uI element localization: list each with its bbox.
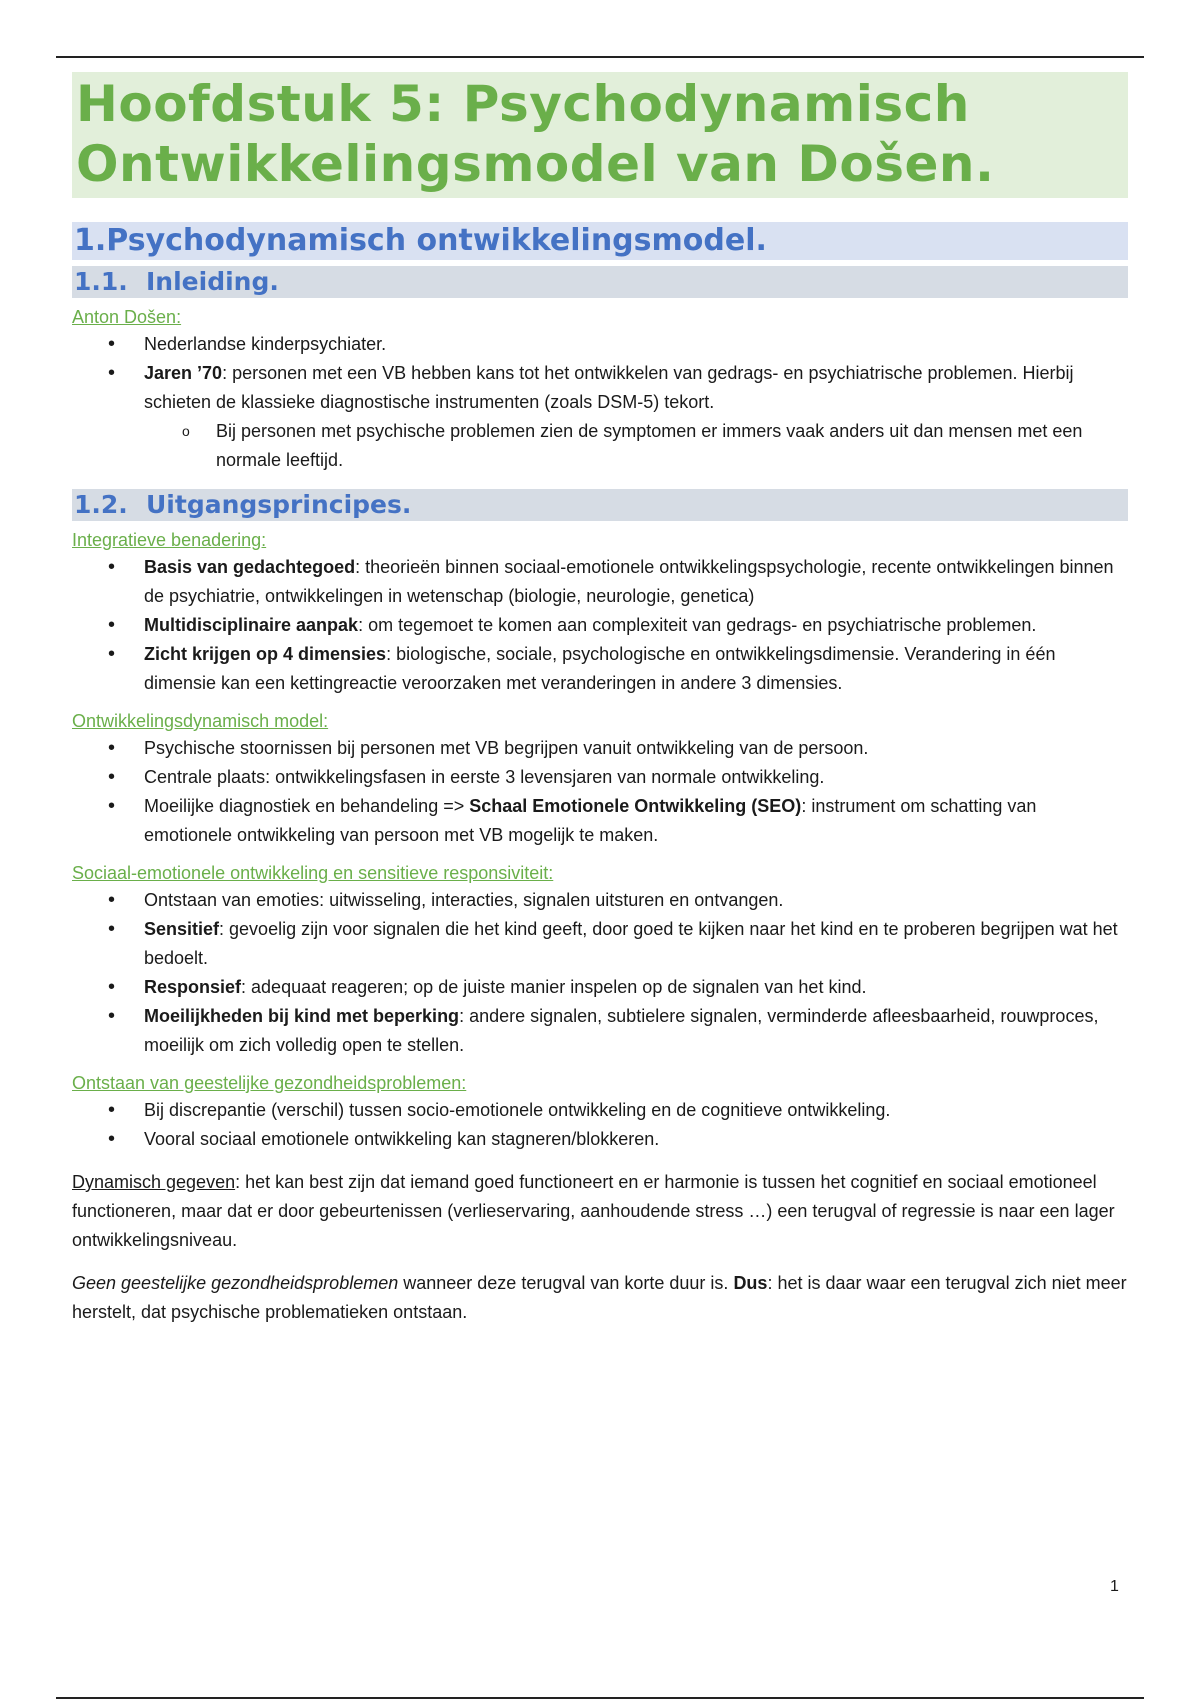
list-item — [216, 417, 1128, 475]
item-bold: Schaal Emotionele Ontwikkeling (SEO) — [469, 796, 802, 816]
sub-bullet-list — [144, 417, 1128, 475]
heading-number: 1.2. — [74, 490, 128, 519]
item-text: Bij discrepantie (verschil) tussen socio-emotionele ontwikkeling en de cognitieve ontwikkeling. — [144, 1100, 891, 1120]
top-rule — [56, 56, 1144, 58]
list-item — [144, 734, 1128, 763]
title-line-1: Hoofdstuk 5: Psychodynamisch — [76, 75, 970, 133]
list-item — [144, 330, 1128, 359]
item-bold: Sensitief — [144, 919, 220, 939]
item-bold: Zicht krijgen op 4 dimensies — [144, 644, 387, 664]
item-text: : instrument om schatting van emotionele ontwikkeling van persoon met VB mogelijk te maken. — [144, 796, 1037, 845]
item-text: : theorieën binnen sociaal-emotionele ontwikkelingspsychologie, recente ontwikkelingen binnen de psychiatrie, ontwikkelingen in wetenschap (biologie, neurologie, genetica) — [144, 557, 1114, 606]
item-bold: Moeilijkheden bij kind met beperking — [144, 1006, 460, 1026]
subheading-anton-dosen: Anton Došen: — [72, 307, 182, 327]
chapter-title-text — [76, 74, 1124, 194]
item-text: Centrale plaats: ontwikkelingsfasen in eerste 3 levensjaren van normale ontwikkeling. — [144, 767, 825, 787]
bullet-list — [72, 1096, 1128, 1154]
subheading-ontstaan: Ontstaan van geestelijke gezondheidsproblemen: — [72, 1073, 467, 1093]
bullet-list — [72, 330, 1128, 475]
list-item — [144, 886, 1128, 915]
item-text: Psychische stoornissen bij personen met VB begrijpen vanuit ontwikkeling van de persoon. — [144, 738, 869, 758]
list-item — [144, 611, 1128, 640]
underlined-term: Dynamisch gegeven — [72, 1172, 236, 1192]
list-item — [144, 1125, 1128, 1154]
list-item — [144, 1002, 1128, 1060]
bullet-list — [72, 734, 1128, 850]
subheading-sociaal-emotionele: Sociaal-emotionele ontwikkeling en sensitieve responsiviteit: — [72, 863, 554, 883]
list-item — [144, 553, 1128, 611]
subheading-ontwikkelingsdynamisch: Ontwikkelingsdynamisch model: — [72, 711, 329, 731]
list-item — [144, 1096, 1128, 1125]
subheading-integratieve: Integratieve benadering: — [72, 530, 267, 550]
item-text: Bij personen met psychische problemen zien de symptomen er immers vaak anders uit dan mensen met een normale leeftijd. — [216, 421, 1083, 470]
paragraph-geen-problemen — [72, 1269, 1128, 1327]
item-text: : personen met een VB hebben kans tot het ontwikkelen van gedrags- en psychiatrische problemen. Hierbij schieten de klassieke diagnostische instrumenten (zoals DSM-5) tekort. — [144, 363, 1074, 412]
item-text: Nederlandse kinderpsychiater. — [144, 334, 387, 354]
bottom-rule — [56, 1697, 1144, 1699]
list-item — [144, 915, 1128, 973]
list-item — [144, 359, 1128, 475]
item-text: Ontstaan van emoties: uitwisseling, interacties, signalen uitsturen en ontvangen. — [144, 890, 784, 910]
paragraph-text: wanneer deze terugval van korte duur is. — [398, 1273, 734, 1293]
bold-term: Dus — [733, 1273, 768, 1293]
heading-text: Uitgangsprincipes. — [146, 490, 412, 519]
paragraph-text: : het is daar waar een terugval zich niet meer herstelt, dat psychische problematieken ontstaan. — [72, 1273, 1127, 1322]
bullet-list — [72, 886, 1128, 1060]
item-bold: Jaren ’70 — [144, 363, 223, 383]
chapter-title — [72, 72, 1128, 198]
bullet-list — [72, 553, 1128, 698]
item-text: : biologische, sociale, psychologische en ontwikkelingsdimensie. Verandering in één dimensie kan een kettingreactie veroorzaken met veranderingen in andere 3 dimensies. — [144, 644, 1056, 693]
list-item — [144, 640, 1128, 698]
item-text: : adequaat reageren; op de juiste manier inspelen op de signalen van het kind. — [241, 977, 867, 997]
item-text: : andere signalen, subtielere signalen, verminderde afleesbaarheid, rouwproces, moeilijk om zich volledig open te stellen. — [144, 1006, 1099, 1055]
item-text: : om tegemoet te komen aan complexiteit van gedrags- en psychiatrische problemen. — [358, 615, 1037, 635]
italic-term: Geen geestelijke gezondheidsproblemen — [72, 1273, 399, 1293]
item-text: Vooral sociaal emotionele ontwikkeling kan stagneren/blokkeren. — [144, 1129, 660, 1149]
heading-1-2 — [72, 489, 1128, 521]
list-item — [144, 792, 1128, 850]
item-bold: Basis van gedachtegoed — [144, 557, 356, 577]
list-item — [144, 763, 1128, 792]
document-page — [72, 72, 1128, 1327]
item-bold: Multidisciplinaire aanpak — [144, 615, 359, 635]
list-item — [144, 973, 1128, 1002]
heading-text: Inleiding. — [146, 267, 279, 296]
item-text: Moeilijke diagnostiek en behandeling => — [144, 796, 470, 816]
paragraph-dynamisch-gegeven — [72, 1168, 1128, 1255]
heading-1-1 — [72, 266, 1128, 298]
paragraph-text: : het kan best zijn dat iemand goed functioneert en er harmonie is tussen het cognitief en sociaal emotioneel functioneren, maar dat er door gebeurtenissen (verlieservaring, aanhoudende stress …) een terugval of regressie is naar een lager ontwikkelingsniveau. — [72, 1172, 1115, 1250]
item-bold: Responsief — [144, 977, 242, 997]
title-line-2: Ontwikkelingsmodel van Došen. — [76, 135, 995, 193]
heading-1: 1.Psychodynamisch ontwikkelingsmodel. — [72, 222, 1128, 260]
item-text: : gevoelig zijn voor signalen die het kind geeft, door goed te kijken naar het kind en te proberen begrijpen wat het bedoelt. — [144, 919, 1118, 968]
heading-number: 1.1. — [74, 267, 128, 296]
page-number: 1 — [1110, 1578, 1119, 1595]
